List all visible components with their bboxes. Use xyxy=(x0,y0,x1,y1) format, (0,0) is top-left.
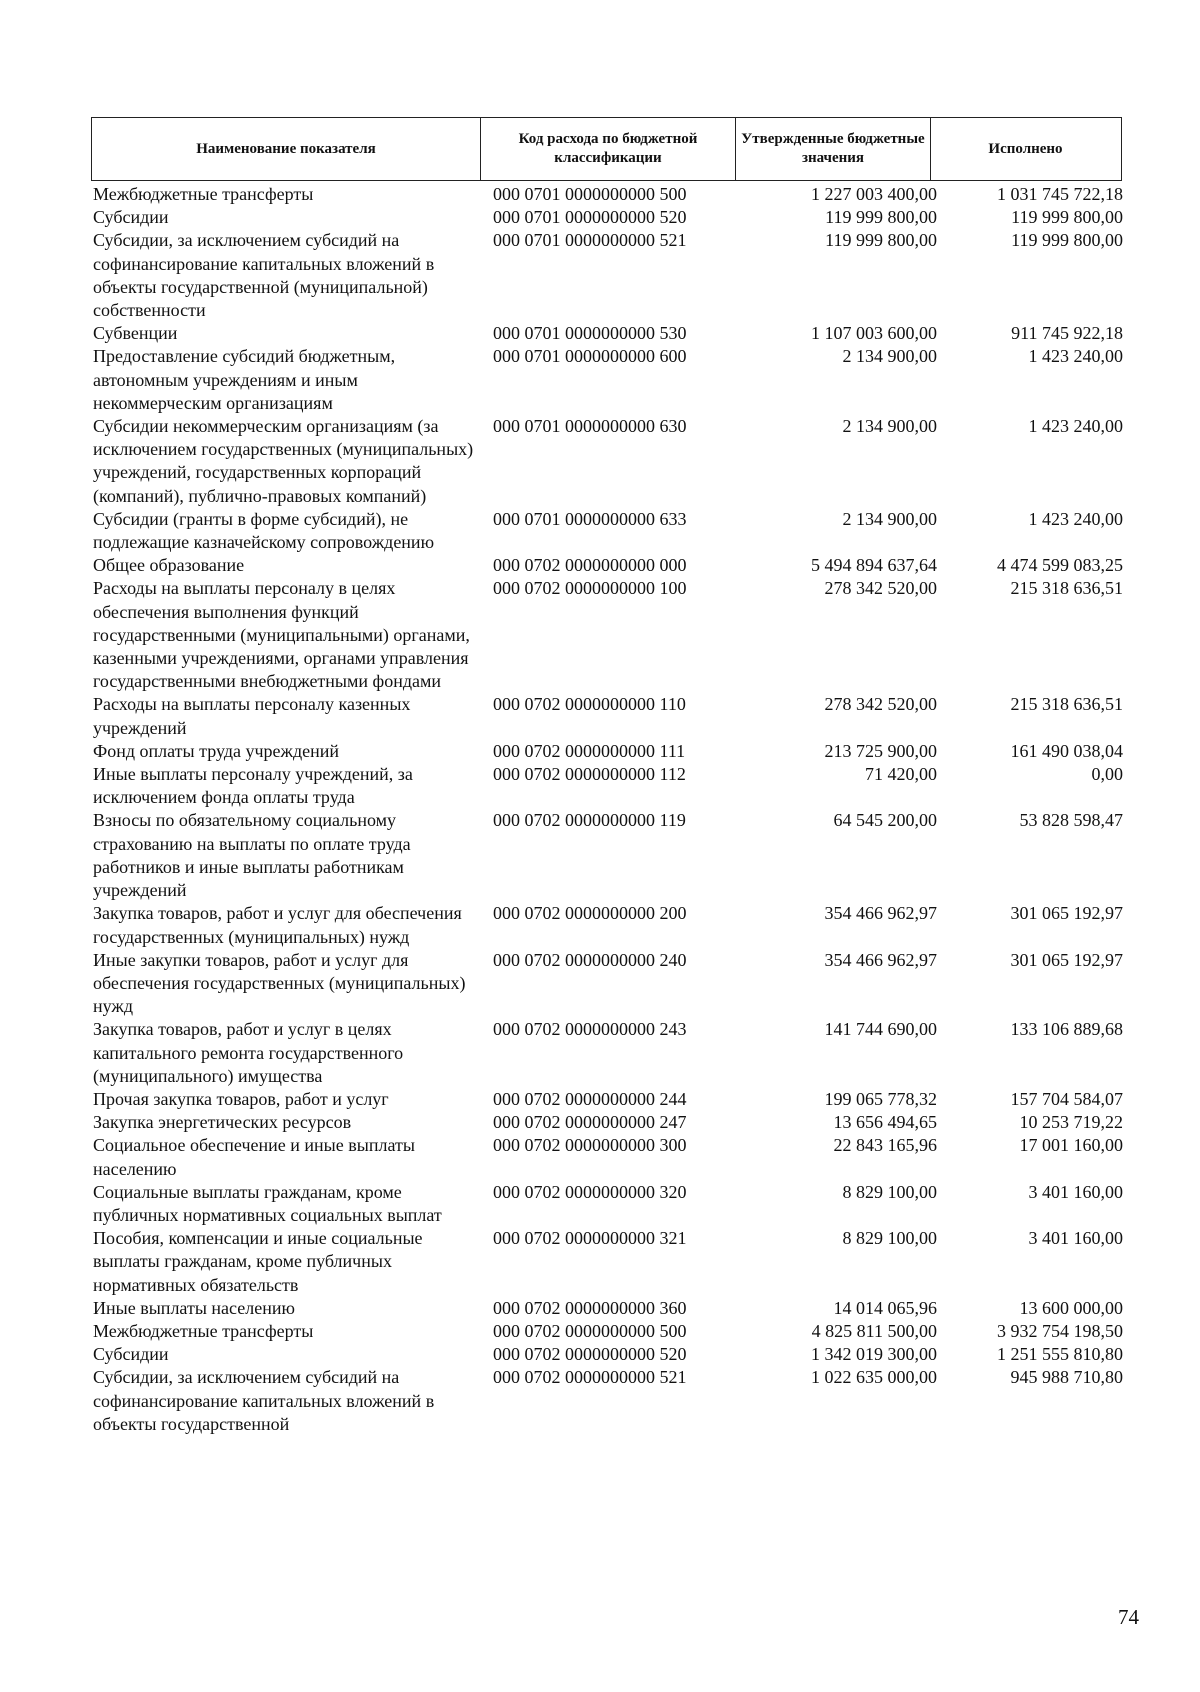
row-approved: 71 420,00 xyxy=(865,764,937,785)
row-code: 000 0701 0000000000 521 xyxy=(493,230,687,251)
row-name: Межбюджетные трансферты xyxy=(93,184,314,204)
row-executed: 3 401 160,00 xyxy=(1028,1228,1123,1249)
table-row xyxy=(93,206,1133,229)
row-approved: 1 107 003 600,00 xyxy=(811,323,937,344)
header-executed: Исполнено xyxy=(988,140,1063,157)
row-code: 000 0702 0000000000 521 xyxy=(493,1367,687,1388)
row-executed: 911 745 922,18 xyxy=(1011,323,1123,344)
row-approved: 8 829 100,00 xyxy=(842,1181,937,1202)
table-row xyxy=(93,577,1133,693)
table-row xyxy=(93,1111,1133,1134)
row-code: 000 0701 0000000000 520 xyxy=(493,207,687,228)
row-name: Предоставление субсидий бюджетным, автономным учреждениям и иным некоммерческим организациям xyxy=(93,346,396,413)
table-row xyxy=(93,902,1133,948)
row-approved: 354 466 962,97 xyxy=(824,949,937,970)
row-approved: 278 342 520,00 xyxy=(824,578,937,599)
row-code: 000 0702 0000000000 360 xyxy=(493,1297,687,1318)
table-row xyxy=(93,322,1133,345)
row-approved: 1 022 635 000,00 xyxy=(811,1367,937,1388)
table-row xyxy=(93,1181,1133,1227)
table-row xyxy=(93,554,1133,577)
row-name: Межбюджетные трансферты xyxy=(93,1320,314,1341)
row-code: 000 0701 0000000000 500 xyxy=(493,184,687,204)
row-executed: 1 031 745 722,18 xyxy=(997,184,1123,204)
table-row xyxy=(93,1297,1133,1320)
row-code: 000 0702 0000000000 240 xyxy=(493,949,687,970)
row-code: 000 0702 0000000000 247 xyxy=(493,1112,687,1133)
row-approved: 2 134 900,00 xyxy=(842,346,937,367)
row-approved: 354 466 962,97 xyxy=(824,903,937,924)
table-row xyxy=(93,415,1133,508)
row-code: 000 0702 0000000000 100 xyxy=(493,578,687,599)
row-name: Субсидии (гранты в форме субсидий), не подлежащие казначейскому сопровождению xyxy=(93,508,435,553)
row-executed: 215 318 636,51 xyxy=(1010,578,1123,599)
row-name: Субвенции xyxy=(93,323,178,344)
row-code: 000 0702 0000000000 500 xyxy=(493,1320,687,1341)
row-name: Иные выплаты персоналу учреждений, за исключением фонда оплаты труда xyxy=(93,764,413,808)
header-name: Наименование показателя xyxy=(92,118,481,180)
row-code: 000 0701 0000000000 600 xyxy=(493,346,687,367)
row-approved: 199 065 778,32 xyxy=(824,1088,937,1109)
page-number: 74 xyxy=(1118,1605,1139,1629)
row-code: 000 0702 0000000000 111 xyxy=(493,740,686,761)
row-approved: 2 134 900,00 xyxy=(842,416,937,437)
row-name: Социальные выплаты гражданам, кроме публичных нормативных социальных выплат xyxy=(93,1181,442,1225)
table-row xyxy=(93,693,1133,739)
table-row xyxy=(93,1343,1133,1366)
row-executed: 17 001 160,00 xyxy=(1019,1135,1123,1156)
table-row xyxy=(93,763,1133,809)
row-executed: 1 423 240,00 xyxy=(1028,508,1123,529)
row-executed: 119 999 800,00 xyxy=(1011,207,1123,228)
table-row xyxy=(93,183,1133,206)
row-code: 000 0702 0000000000 300 xyxy=(493,1135,687,1156)
row-executed: 53 828 598,47 xyxy=(1019,810,1123,831)
row-name: Иные закупки товаров, работ и услуг для обеспечения государственных (муниципальных) нужд xyxy=(93,949,466,1017)
row-code: 000 0702 0000000000 243 xyxy=(493,1019,687,1040)
row-name: Расходы на выплаты персоналу казенных учреждений xyxy=(93,694,411,738)
row-executed: 215 318 636,51 xyxy=(1010,694,1123,715)
row-code: 000 0702 0000000000 321 xyxy=(493,1228,687,1249)
row-name: Субсидии, за исключением субсидий на софинансирование капитальных вложений в объекты государственной (муниципальной) собственности xyxy=(93,230,435,321)
row-name: Общее образование xyxy=(93,555,245,576)
row-name: Прочая закупка товаров, работ и услуг xyxy=(93,1088,389,1109)
row-executed: 161 490 038,04 xyxy=(1010,740,1123,761)
header-approved: Утвержденные бюджетные значения xyxy=(736,118,931,180)
row-code: 000 0701 0000000000 630 xyxy=(493,416,687,437)
row-approved: 119 999 800,00 xyxy=(825,207,937,228)
row-approved: 278 342 520,00 xyxy=(824,694,937,715)
row-executed: 1 251 555 810,80 xyxy=(997,1344,1123,1365)
row-executed: 13 600 000,00 xyxy=(1019,1297,1123,1318)
row-executed: 3 932 754 198,50 xyxy=(997,1320,1123,1341)
row-name: Субсидии некоммерческим организациям (за исключением государственных (муниципальных) учреждений, государственных корпораций (компаний), публично-правовых компаний) xyxy=(93,416,474,506)
row-name: Пособия, компенсации и иные социальные выплаты гражданам, кроме публичных нормативных обязательств xyxy=(93,1228,423,1295)
table-row xyxy=(93,1134,1133,1180)
table-row xyxy=(93,809,1133,902)
row-name: Социальное обеспечение и иные выплаты населению xyxy=(93,1135,415,1179)
row-name: Закупка товаров, работ и услуг для обеспечения государственных (муниципальных) нужд xyxy=(93,903,462,947)
table-row xyxy=(93,229,1133,322)
row-name: Фонд оплаты труда учреждений xyxy=(93,740,339,761)
row-executed: 301 065 192,97 xyxy=(1010,949,1123,970)
table-body xyxy=(93,183,1133,1436)
table-row xyxy=(93,1018,1133,1088)
row-approved: 5 494 894 637,64 xyxy=(811,555,937,576)
row-approved: 1 227 003 400,00 xyxy=(811,184,937,204)
row-name: Расходы на выплаты персоналу в целях обеспечения выполнения функций государственными (муниципальными) органами, казенными учреждениями, органами управления государственными внебюджетными фондами xyxy=(93,578,470,692)
row-executed: 119 999 800,00 xyxy=(1011,230,1123,251)
row-code: 000 0701 0000000000 633 xyxy=(493,508,687,529)
row-approved: 141 744 690,00 xyxy=(824,1019,937,1040)
table-row xyxy=(93,740,1133,763)
row-executed: 133 106 889,68 xyxy=(1010,1019,1123,1040)
row-executed: 945 988 710,80 xyxy=(1010,1367,1123,1388)
row-executed: 4 474 599 083,25 xyxy=(997,555,1123,576)
row-approved: 1 342 019 300,00 xyxy=(811,1344,937,1365)
row-name: Иные выплаты населению xyxy=(93,1297,295,1318)
row-code: 000 0702 0000000000 000 xyxy=(493,555,687,576)
row-code: 000 0702 0000000000 112 xyxy=(493,764,686,785)
table-row xyxy=(93,1320,1133,1343)
row-executed: 1 423 240,00 xyxy=(1028,346,1123,367)
table-row xyxy=(93,1227,1133,1297)
row-executed: 10 253 719,22 xyxy=(1019,1112,1123,1133)
row-code: 000 0702 0000000000 244 xyxy=(493,1088,687,1109)
row-code: 000 0702 0000000000 119 xyxy=(493,810,686,831)
row-approved: 119 999 800,00 xyxy=(825,230,937,251)
row-executed: 301 065 192,97 xyxy=(1010,903,1123,924)
row-code: 000 0702 0000000000 320 xyxy=(493,1181,687,1202)
header-code: Код расхода по бюджетной классификации xyxy=(481,118,736,180)
row-approved: 14 014 065,96 xyxy=(833,1297,937,1318)
row-name: Субсидии xyxy=(93,1344,169,1365)
row-code: 000 0702 0000000000 110 xyxy=(493,694,686,715)
row-approved: 213 725 900,00 xyxy=(824,740,937,761)
row-name: Закупка товаров, работ и услуг в целях капитального ремонта государственного (муниципального) имущества xyxy=(93,1019,404,1086)
table-header xyxy=(91,117,1122,181)
row-code: 000 0702 0000000000 520 xyxy=(493,1344,687,1365)
row-name: Субсидии, за исключением субсидий на софинансирование капитальных вложений в объекты государственной xyxy=(93,1367,435,1434)
table-row xyxy=(93,1366,1133,1436)
table-row xyxy=(93,345,1133,415)
row-approved: 22 843 165,96 xyxy=(833,1135,937,1156)
row-executed: 0,00 xyxy=(1091,764,1123,785)
row-approved: 64 545 200,00 xyxy=(833,810,937,831)
row-code: 000 0702 0000000000 200 xyxy=(493,903,687,924)
row-executed: 3 401 160,00 xyxy=(1028,1181,1123,1202)
table-row xyxy=(93,1088,1133,1111)
row-approved: 4 825 811 500,00 xyxy=(811,1320,937,1341)
row-name: Взносы по обязательному социальному страхованию на выплаты по оплате труда работников и иные выплаты работникам учреждений xyxy=(93,810,411,901)
row-approved: 8 829 100,00 xyxy=(842,1228,937,1249)
row-executed: 1 423 240,00 xyxy=(1028,416,1123,437)
table-row xyxy=(93,508,1133,554)
row-name: Субсидии xyxy=(93,207,169,228)
row-approved: 2 134 900,00 xyxy=(842,508,937,529)
row-executed: 157 704 584,07 xyxy=(1010,1088,1123,1109)
row-name: Закупка энергетических ресурсов xyxy=(93,1112,352,1133)
row-code: 000 0701 0000000000 530 xyxy=(493,323,687,344)
table-row xyxy=(93,949,1133,1019)
row-approved: 13 656 494,65 xyxy=(833,1112,937,1133)
